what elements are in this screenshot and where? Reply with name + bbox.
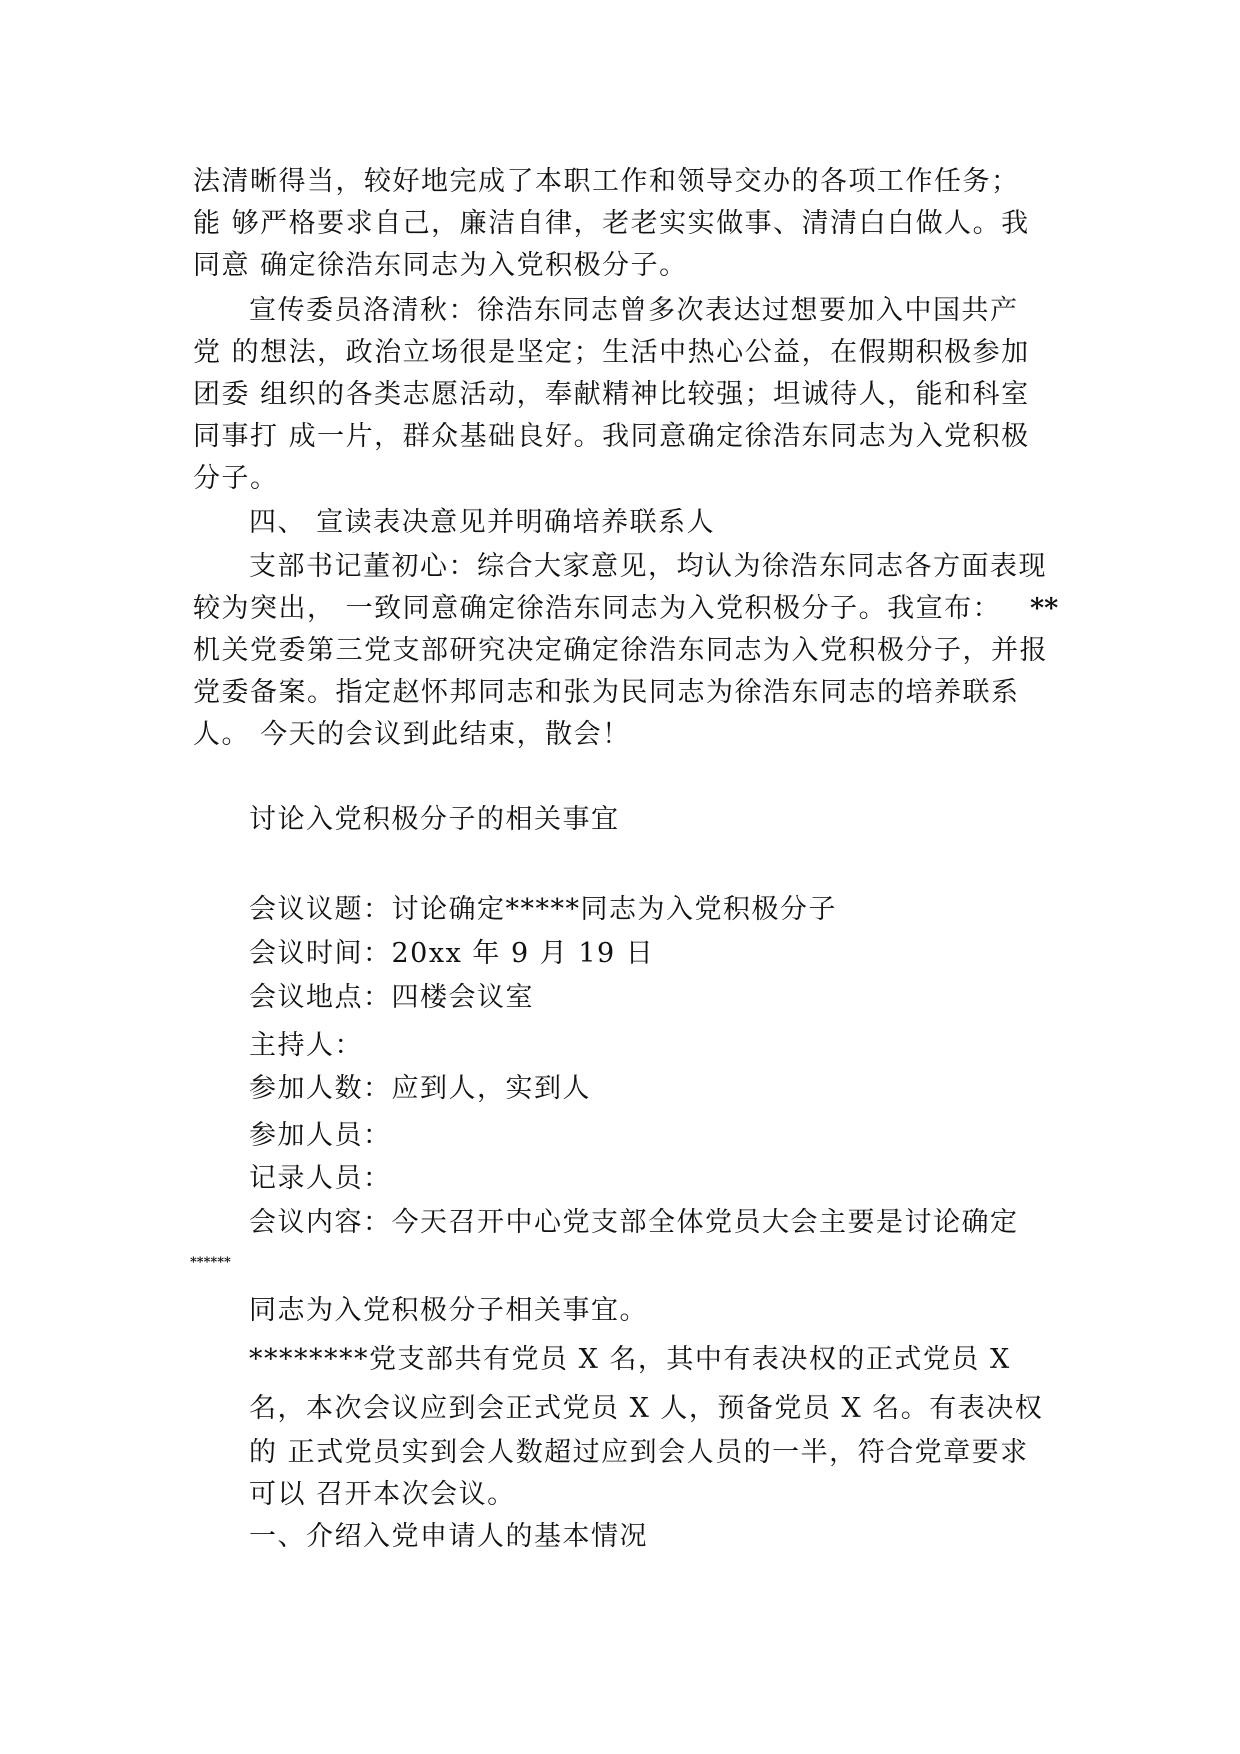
text-line: 党 的想法，政治立场很是坚定；生活中热心公益，在假期积极参加 xyxy=(193,337,1030,368)
text-line: 同意 确定徐浩东同志为入党积极分子。 xyxy=(193,250,688,281)
text-line: 能 够严格要求自己，廉洁自律，老老实实做事、清清白白做人。我 xyxy=(193,208,1030,239)
text-line: 的 正式党员实到会人数超过应到会人员的一半，符合党章要求 xyxy=(249,1437,1029,1468)
text-line: 机关党委第三党支部研究决定确定徐浩东同志为入党积极分子，并报 xyxy=(193,635,1048,666)
meeting-content: 会议内容：今天召开中心党支部全体党员大会主要是讨论确定 xyxy=(249,1207,1019,1238)
paragraph-start: 宣传委员洛清秋：徐浩东同志曾多次表达过想要加入中国共产 xyxy=(249,295,1019,326)
redacted-stars: ** xyxy=(1030,593,1059,624)
meeting-host: 主持人： xyxy=(249,1030,363,1061)
text-line: 较为突出， 一致同意确定徐浩东同志为入党积极分子。我宣布： xyxy=(193,593,1002,624)
text-line: 法清晰得当，较好地完成了本职工作和领导交办的各项工作任务； xyxy=(193,166,1020,197)
text-line: 分子。 xyxy=(193,463,279,494)
meeting-time: 会议时间：20xx 年 9 月 19 日 xyxy=(249,938,655,969)
meeting-topic: 会议议题：讨论确定*****同志为入党积极分子 xyxy=(249,894,837,925)
text-line: 可以 召开本次会议。 xyxy=(249,1479,516,1510)
text-line: ********党支部共有党员 X 名，其中有表决权的正式党员 X xyxy=(249,1344,1011,1375)
section-heading: 一、介绍入党申请人的基本情况 xyxy=(249,1521,648,1552)
text-line: 人。 今天的会议到此结束，散会！ xyxy=(193,719,631,750)
meeting-attendees: 参加人员： xyxy=(249,1120,392,1151)
document-title: 讨论入党积极分子的相关事宜 xyxy=(249,804,620,835)
paragraph-start: 支部书记董初心：综合大家意见，均认为徐浩东同志各方面表现 xyxy=(249,551,1047,582)
redacted-stars: ****** xyxy=(190,1255,231,1270)
text-line: 同事打 成一片，群众基础良好。我同意确定徐浩东同志为入党积极 xyxy=(193,421,1030,452)
meeting-attendance-count: 参加人数：应到人，实到人 xyxy=(249,1073,591,1104)
text-line: 团委 组织的各类志愿活动，奉献精神比较强；坦诚待人，能和科室 xyxy=(193,379,1030,410)
text-line: 同志为入党积极分子相关事宜。 xyxy=(249,1295,648,1326)
text-line: 名，本次会议应到会正式党员 X 人，预备党员 X 名。有表决权 xyxy=(249,1393,1044,1424)
meeting-recorder: 记录人员： xyxy=(249,1163,392,1194)
section-heading: 四、 宣读表决意见并明确培养联系人 xyxy=(249,507,716,538)
meeting-location: 会议地点：四楼会议室 xyxy=(249,982,534,1013)
text-line: 党委备案。指定赵怀邦同志和张为民同志为徐浩东同志的培养联系 xyxy=(193,677,1020,708)
